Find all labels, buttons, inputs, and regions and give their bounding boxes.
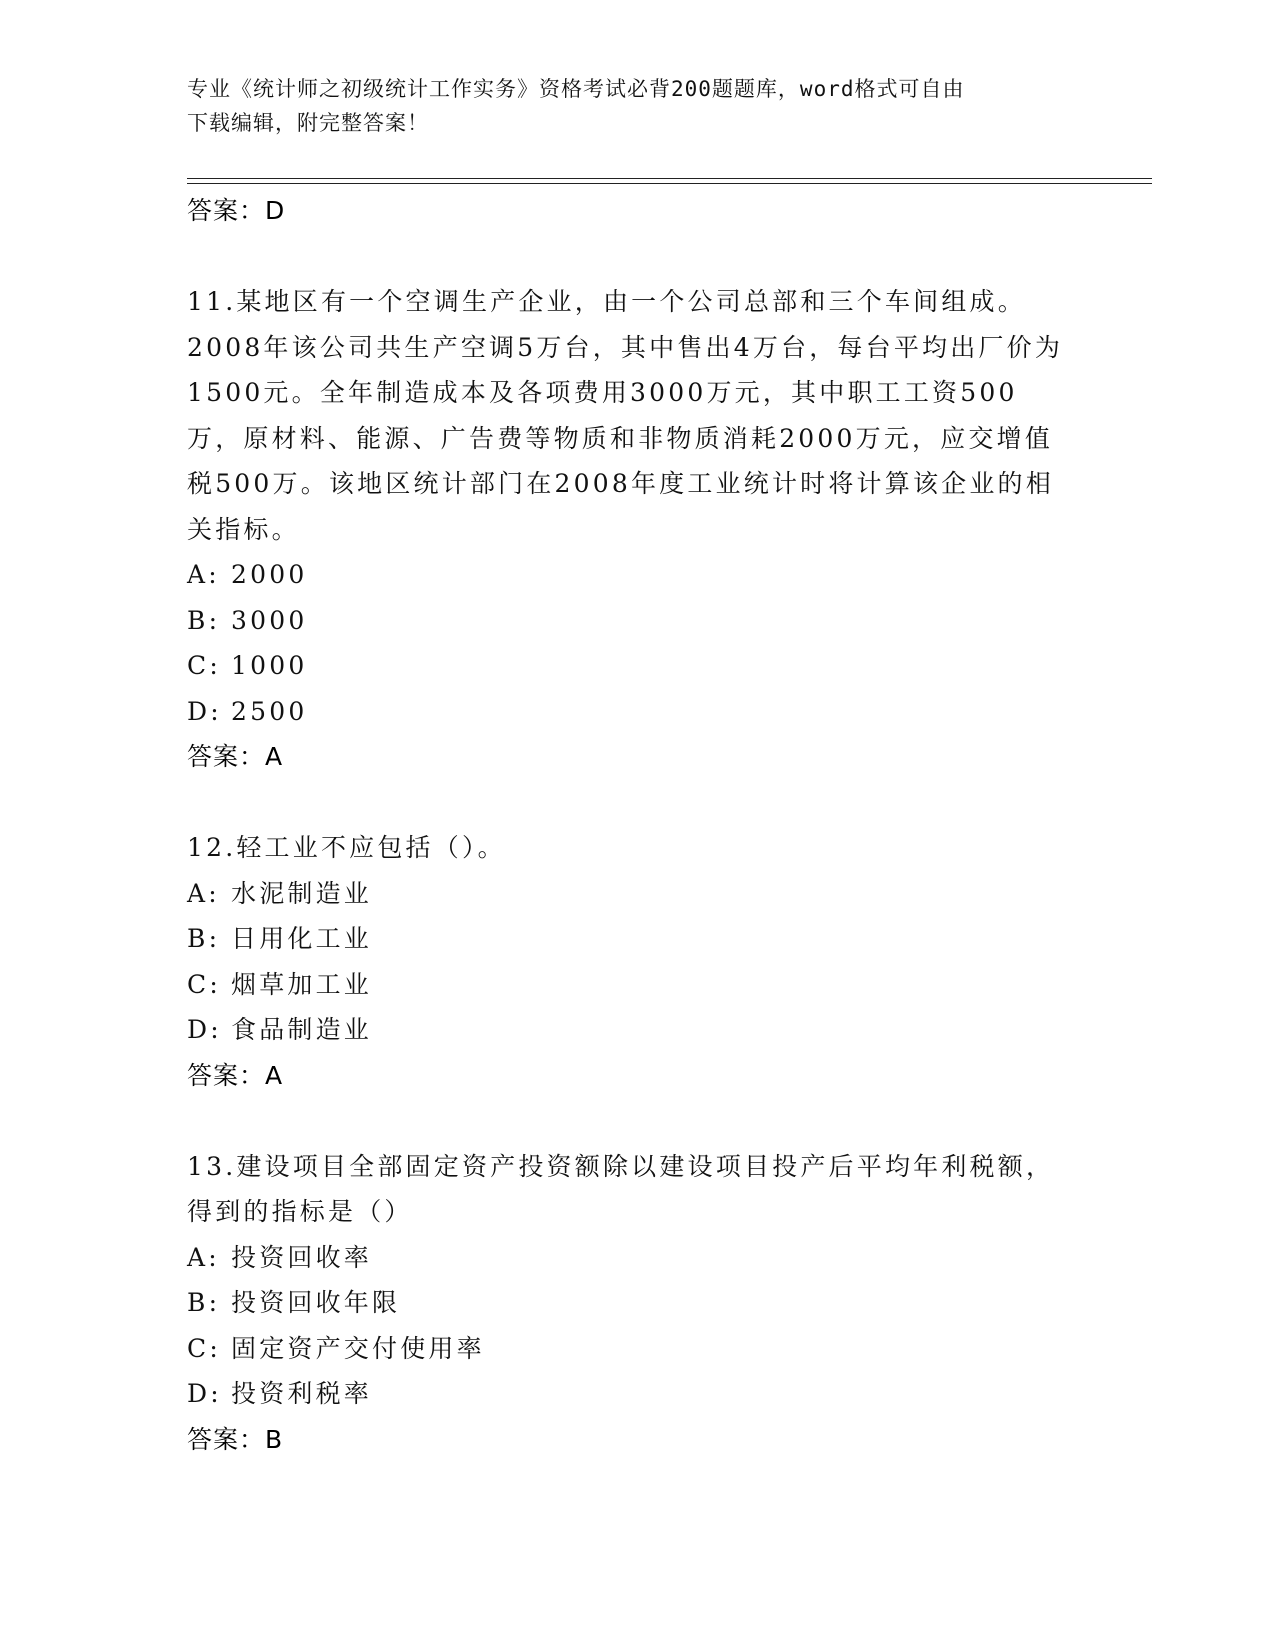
option-b: B: 3000 bbox=[187, 605, 308, 635]
option-a: A: 投资回收率 bbox=[187, 1242, 373, 1272]
question-block-11 bbox=[187, 279, 1067, 780]
question-stem: 11.某地区有一个空调生产企业，由一个公司总部和三个车间组成。2008年该公司共生产空调5万台，其中售出4万台，每台平均出厂价为1500元。全年制造成本及各项费用3000万元，其中职工工资500万，原材料、能源、广告费等物质和非物质消耗2000万元，应交增值税500万。该地区统计部门在2008年度工业统计时将计算该企业的相关指标。 bbox=[187, 287, 1064, 544]
option-b: B: 投资回收年限 bbox=[187, 1288, 401, 1317]
option-d: D: 投资利税率 bbox=[187, 1379, 373, 1408]
previous-answer: 答案：D bbox=[187, 196, 286, 225]
option-b: B: 日用化工业 bbox=[187, 924, 373, 953]
option-c: C: 固定资产交付使用率 bbox=[187, 1333, 485, 1363]
question-block-12 bbox=[187, 825, 1067, 1099]
option-c: C: 1000 bbox=[187, 651, 308, 680]
document-header bbox=[187, 72, 1067, 140]
option-c: C: 烟草加工业 bbox=[187, 969, 373, 999]
option-a: A: 2000 bbox=[187, 560, 308, 589]
document-body bbox=[187, 188, 1067, 1463]
option-d: D: 2500 bbox=[187, 696, 308, 726]
answer-line: 答案：B bbox=[187, 1424, 284, 1454]
option-d: D: 食品制造业 bbox=[187, 1015, 373, 1044]
header-rule-thin bbox=[187, 183, 1152, 184]
header-rule bbox=[187, 178, 1152, 179]
question-stem: 12.轻工业不应包括（）。 bbox=[187, 833, 506, 862]
option-a: A: 水泥制造业 bbox=[187, 878, 373, 908]
header-line-2: 下载编辑，附完整答案！ bbox=[187, 111, 429, 135]
question-block-13 bbox=[187, 1144, 1067, 1463]
answer-line: 答案：A bbox=[187, 742, 284, 771]
header-line-1: 专业《统计师之初级统计工作实务》资格考试必背200题题库，word格式可自由 bbox=[187, 77, 965, 101]
question-stem: 13.建设项目全部固定资产投资额除以建设项目投产后平均年利税额，得到的指标是（） bbox=[187, 1151, 1055, 1226]
answer-line: 答案：A bbox=[187, 1060, 284, 1090]
